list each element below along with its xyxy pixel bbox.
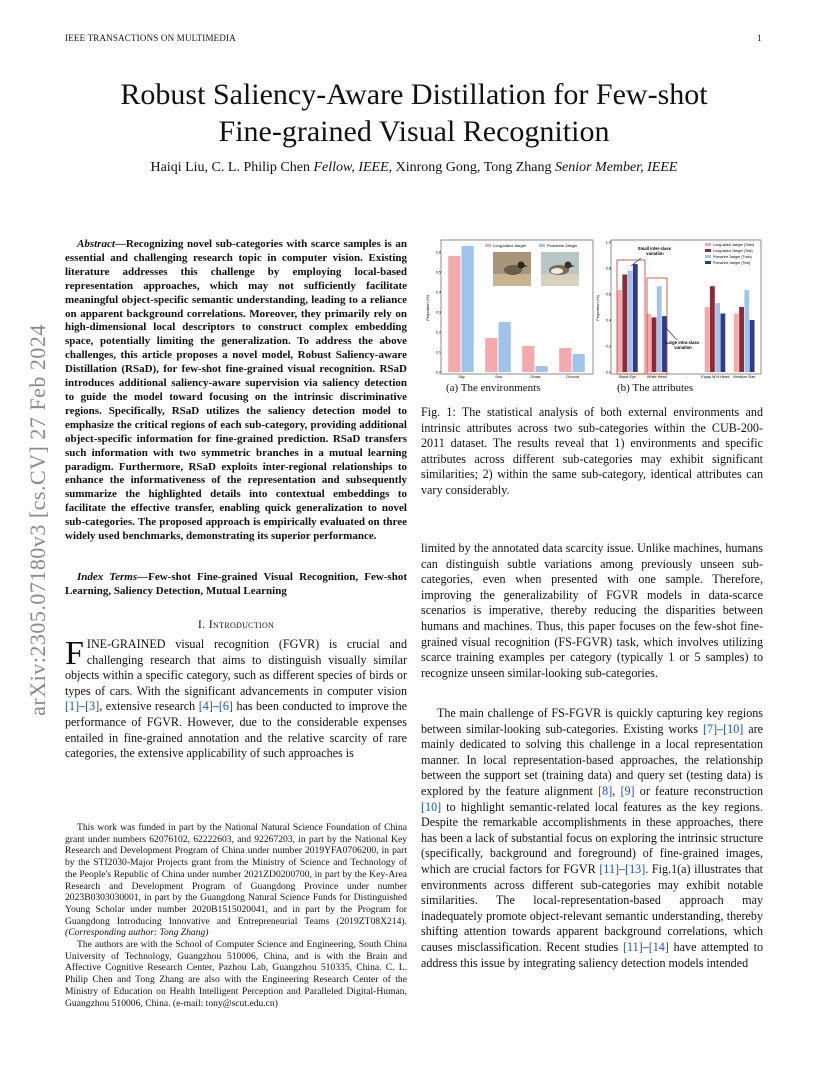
footnotes: [65, 822, 407, 1009]
intro-text-3: has been conducted to improve the performance of FGVR. However, due to the considerable expenses entailed in fine-grained annotation and the relative scarcity of rare categories, the extensive applicability of such approaches is: [65, 699, 408, 761]
chart-b-bar: [734, 314, 739, 373]
chart-b-bar: [720, 314, 725, 373]
chart-a-tick-label: 0.2: [435, 330, 441, 335]
legend-swatch-pomarine: [539, 244, 545, 247]
chart-a-x-tick-label: Sky: [458, 375, 465, 379]
chart-a-bar: [485, 338, 497, 372]
annotation-small-inter-class: [638, 246, 672, 256]
citation-link[interactable]: [1]: [65, 699, 80, 714]
chart-b-ylabel: Proportion (%): [595, 295, 600, 321]
citation-link[interactable]: [8]: [598, 783, 613, 798]
chart-a-tick-label: 0.0: [435, 370, 441, 375]
chart-b-tick-label: 0.0: [605, 370, 611, 375]
annotation-arrow-large: [666, 328, 677, 340]
abstract: [65, 238, 407, 544]
arxiv-id: arXiv:2305.07180v3 [cs.CV] 27 Feb 2024: [25, 324, 50, 716]
p2-text-a: The main challenge of FS-FGVR is quickly capturing key regions between similar-looking sub-categories. Existing works: [421, 706, 763, 736]
title-line-2: Fine-grained Visual Recognition: [218, 115, 610, 148]
funding-text: This work was funded in part by the National Natural Science Foundation of China grant under numbers 62076102, 62222603, and 92267203, in part by the National Key Research and Development Program of China under number 2019YFA0706200, in part by the STI2030-Major Projects grant from the Ministry of Science and Technology of the People's Republic of China under number 2021ZD0200700, in part by the Key-Area Research and Development Program of Guangdong Province under number 2023B0303030001, in part by the Guangdong Natural Science Funds for Distinguished Young Scholar under number 2020B1515020041, and in part by the Program for Guangdong Introducing Innovative and Entrepreneurial Teams (2019ZT08X214).: [65, 822, 407, 927]
abstract-lead: Abstract: [77, 238, 115, 250]
author-role-2: Senior Member, IEEE: [555, 160, 678, 175]
index-terms-lead: Index Terms: [77, 571, 138, 583]
legend-swatch: [705, 255, 711, 258]
annotation-large-intra-class: [666, 340, 701, 350]
legend-label: Pomarine Jaeger (Test): [713, 261, 751, 265]
right-paragraph-1: limited by the annotated data scarcity issue. Unlike machines, humans can distinguish subtle variations among previously unseen sub-categories, even when presented with one sample. Therefore, improving the generalizability of FGVR models in data-scarce scenarios is imperative, thereby reducing the disparities between humans and machines. Thus, this paper focuses on the few-shot fine-grained visual recognition (FS-FGVR) task, which involves utilizing scarce training examples per category (typically 1 or 5 samples) to recognize unseen similar-looking sub-categories.: [421, 541, 763, 680]
legend-label: Pomarine Jaeger (Train): [713, 255, 752, 259]
p2-text-d: to highlight semantic-related local features as the key regions. Despite the remarkable accomplishments in these approaches, there has been a lack of substantial focus on exploring the intrinsic structure (specifically, background and foreground) of fine-grained images, which are crucial factors for FGVR: [421, 799, 763, 876]
chart-b-bar: [628, 271, 633, 372]
title-line-1: Robust Saliency-Aware Distillation for Few-shot: [120, 78, 708, 111]
chart-a-bar: [573, 354, 585, 372]
drop-cap: F: [65, 635, 84, 672]
chart-b-bar: [739, 307, 744, 372]
chart-b-bar: [633, 264, 638, 372]
running-header: IEEE TRANSACTIONS ON MULTIMEDIA: [65, 33, 236, 43]
intro-paragraph: [65, 637, 407, 762]
p2-text-c: or feature reconstruction: [634, 783, 764, 798]
legend-swatch-long-tailed: [485, 244, 491, 247]
comma: ,: [612, 783, 621, 798]
chart-a-ylabel: Proportion (%): [425, 295, 430, 321]
legend-swatch: [705, 249, 711, 252]
legend-swatch: [705, 261, 711, 264]
author-names-1: Haiqi Liu, C. L. Philip Chen: [150, 160, 314, 175]
p2-text-e: . Fig.1(a) illustrates that environments across different sub-categories may exhibit notable similarities. The local-representation-based approach may inadequately promote object-relevant semantic understanding, thereby shifting attention towards apparent background correlations, which causes misclassification. Recent studies: [421, 861, 763, 954]
page-number: 1: [757, 33, 762, 43]
range-dash: –: [717, 721, 724, 736]
chart-b-tick-label: 0.2: [605, 344, 611, 349]
range-dash: –: [212, 699, 219, 714]
chart-b-tick-label: 1.0: [605, 240, 611, 245]
chart-attributes: [595, 240, 761, 379]
chart-b-tick-label: 0.6: [605, 292, 611, 297]
bird-photo-pomarine: [541, 252, 579, 286]
citation-link[interactable]: [13]: [625, 861, 646, 876]
index-terms-text: —Few-shot Fine-grained Visual Recognition, Few-shot Learning, Saliency Detection, Mutual Learning: [65, 571, 407, 597]
arxiv-stamp: [18, 280, 58, 760]
figure-caption: Fig. 1: The statistical analysis of both external environments and intrinsic attributes across two sub-categories within the CUB-200-2011 dataset. The results reveal that 1) environments and specific attributes across different sub-categories may exhibit significant similarities; 2) within the same sub-category, identical attributes can vary considerably.: [421, 405, 763, 497]
chart-environments: [425, 240, 593, 379]
chart-b-bar: [705, 307, 710, 372]
chart-b-bar: [710, 286, 715, 372]
chart-b-bar: [715, 303, 720, 372]
range-dash: –: [619, 861, 626, 876]
chart-a-x-tick-label: Grass: [530, 375, 541, 379]
legend-label-pomarine: Pomarine Jaeger: [547, 243, 578, 248]
citation-link[interactable]: [7]: [703, 721, 718, 736]
paper-title: [40, 76, 788, 150]
chart-a-bar: [559, 348, 571, 372]
chart-b-x-tick-label: Black Eye: [619, 375, 637, 379]
legend-label-long-tailed: Long-tailed Jaeger: [493, 243, 527, 248]
chart-a-tick-label: 0.3: [435, 310, 441, 315]
chart-b-x-tick-label: White Head: [646, 375, 667, 379]
range-dash: –: [642, 939, 649, 954]
chart-b-bar: [617, 290, 622, 372]
chart-b-tick-label: 0.8: [605, 266, 611, 271]
citation-link[interactable]: [10]: [421, 799, 442, 814]
figure-1: [421, 238, 766, 398]
p2-text-f: have attempted to address this issue by integrating saliency detection models intended: [421, 939, 763, 970]
citation-link[interactable]: [10]: [723, 721, 744, 736]
legend-swatch: [705, 243, 711, 246]
chart-b-bar: [652, 317, 657, 372]
citation-link[interactable]: [14]: [648, 939, 669, 954]
citation-link[interactable]: [4]: [198, 699, 213, 714]
affiliation-footnote: The authors are with the School of Computer Science and Engineering, South China University of Technology, Guangzhou 510006, China, and is with the Brain and Affective Cognitive Research Center, Pazhou Lab, Guangzhou 510335, China. C. L. Philip Chen and Tong Zhang are also with the Engineering Research Center of the Ministry of Education on Health Intelligent Perception and Paralleled Digital-Human, Guangzhou 510006, China. (e-mail: tony@scut.edu.cn): [65, 939, 407, 1009]
chart-a-bar: [522, 346, 534, 372]
chart-a-bar: [536, 366, 548, 372]
intro-text-2: , extensive research: [99, 699, 199, 714]
chart-a-tick-label: 0.1: [435, 350, 441, 355]
chart-b-bar: [622, 275, 627, 373]
chart-b-x-tick-label: Medium Size: [733, 375, 756, 379]
corresponding-author: (Corresponding author: Tong Zhang): [65, 927, 209, 939]
citation-link[interactable]: [6]: [218, 699, 233, 714]
right-paragraph-2: [421, 706, 763, 971]
annot-small-line1: Small inter-class: [637, 246, 672, 251]
legend-label: Long-tailed Jaeger (Test): [713, 249, 753, 253]
subcaption-b: (b) The attributes: [617, 382, 694, 394]
author-role-1: Fellow, IEEE: [313, 160, 389, 175]
annot-large-line2: variation: [674, 345, 692, 350]
author-names-2: , Xinrong Gong, Tong Zhang: [388, 160, 555, 175]
abstract-text: —Recognizing novel sub-categories with scarce samples is an essential and challenging research topic in computer vision. Existing literature addresses this challenge by employing local-based representation approaches, which may not sufficiently facilitate meaningful object-specific semantic understanding, leading to a reliance on apparent background correlations. Moreover, they primarily rely on high-dimensional local descriptors to construct complex embedding space, potentially limiting the generalization. To address the above challenges, this article proposes a novel model, Robust Saliency-aware Distillation (RSaD), for few-shot fine-grained visual recognition. RSaD introduces additional saliency-aware supervision via saliency detection to guide the model toward focusing on the intrinsic discriminative regions. Specifically, RSaD utilizes the saliency detection model to emphasize the critical regions of each sub-category, providing additional object-specific information for fine-grained prediction. RSaD transfers such information with two symmetric branches in a mutual learning paradigm. Furthermore, RSaD exploits inter-regional relationships to enhance the informativeness of the representation and subsequently summarize the highlighted details into contextual embeddings to facilitate the effective transfer, enabling quick generalization to novel sub-categories. The proposed approach is empirically evaluated on three widely used benchmarks, demonstrating its superior performance.: [65, 238, 407, 543]
annot-large-line1: Large intra-class: [665, 340, 700, 345]
bird-photo-long-tailed: [493, 252, 531, 286]
chart-a-tick-label: 0.5: [435, 270, 441, 275]
citation-link[interactable]: [9]: [620, 783, 635, 798]
author-list: [40, 160, 788, 176]
citation-link[interactable]: [3]: [85, 699, 100, 714]
funding-footnote: [65, 822, 407, 939]
chart-a-x-tick-label: Sea: [495, 375, 502, 379]
annot-small-line2: variation: [646, 251, 664, 256]
citation-link[interactable]: [11]: [599, 861, 620, 876]
chart-b-x-tick-label: ...: [684, 375, 688, 379]
chart-a-bar: [499, 322, 511, 372]
chart-a-tick-label: 0.6: [435, 250, 441, 255]
chart-b-tick-label: 0.4: [605, 318, 611, 323]
chart-b-bar: [750, 320, 755, 372]
legend-label: Long-tailed Jaeger (Train): [713, 243, 755, 247]
chart-a-bar: [448, 256, 460, 372]
chart-b-x-tick-label: Equal W.H.Head: [701, 375, 730, 379]
range-dash: –: [79, 699, 86, 714]
index-terms: [65, 571, 407, 599]
chart-a-tick-label: 0.4: [435, 290, 441, 295]
chart-b-bar: [744, 290, 749, 372]
chart-b-bar: [657, 286, 662, 372]
p2-text-b: are mainly dedicated to solving this challenge in a local representation manner. In local representation-based approaches, the relationship between the support set (training data) and query set (testing data) is explored by the feature alignment: [421, 721, 763, 798]
citation-link[interactable]: [11]: [622, 939, 643, 954]
chart-a-bar: [462, 246, 474, 372]
intro-text-1: INE-GRAINED visual recognition (FGVR) is crucial and challenging research that aims to distinguish visually similar objects within a specific category, such as different species of birds or types of cars. With the significant advancements in computer vision: [65, 637, 407, 698]
section-title: I. Introduction: [197, 617, 275, 631]
subcaption-a: (a) The environments: [446, 382, 541, 394]
chart-a-x-tick-label: Ground: [566, 375, 579, 379]
